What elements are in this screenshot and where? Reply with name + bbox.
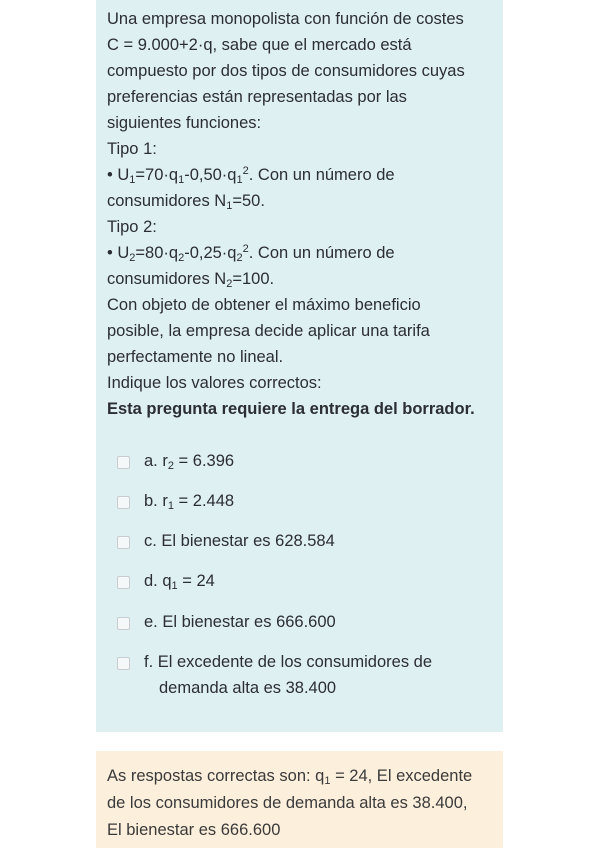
answer-option-d[interactable]	[117, 568, 487, 594]
question-text	[107, 6, 493, 396]
feedback-line: de los consumidores de demanda alta es 38.400,	[107, 794, 468, 812]
tipo2-label: Tipo 2:	[107, 218, 157, 236]
tipo1-utility: • $U_1=70\cdot q_1-0,50\cdot q_1^2$. Con un número de	[107, 165, 395, 186]
answer-option-f[interactable]	[117, 649, 487, 701]
checkbox[interactable]	[117, 536, 130, 549]
tipo2-consumers: consumidores $N_2=100$.	[107, 270, 275, 290]
answer-label: f. El excedente de los consumidores de demanda alta es 38.400	[144, 653, 433, 697]
answer-option-e[interactable]	[117, 609, 487, 635]
answer-label: d. $q_1 = 24$	[144, 572, 215, 592]
checkbox[interactable]	[117, 657, 130, 670]
question-intro-line: preferencias están representadas por las	[107, 88, 407, 106]
answer-option-b[interactable]	[117, 488, 487, 514]
question-intro-line: compuesto por dos tipos de consumidores cuyas	[107, 62, 465, 80]
answer-option-c[interactable]	[117, 528, 487, 554]
feedback-line: El bienestar es 666.600	[107, 821, 281, 839]
answer-label: a. $r_2 = 6.396$	[144, 452, 235, 472]
question-closing-line: posible, la empresa decide aplicar una tarifa	[107, 322, 430, 340]
draft-required-note: Esta pregunta requiere la entrega del borrador.	[107, 400, 475, 418]
question-intro-line: siguientes funciones:	[107, 114, 262, 132]
checkbox[interactable]	[117, 496, 130, 509]
correct-answers-feedback	[96, 751, 503, 848]
feedback-line: As respostas correctas son: $q_1 = 24$, El excedente	[107, 767, 473, 787]
question-intro-line: Una empresa monopolista con función de costes	[107, 10, 464, 28]
question-closing-line: Con objeto de obtener el máximo beneficio	[107, 296, 421, 314]
answer-option-a[interactable]	[117, 448, 487, 474]
question-intro-line: C = 9.000+2·q, sabe que el mercado está	[107, 36, 412, 54]
checkbox[interactable]	[117, 456, 130, 469]
tipo1-consumers: consumidores $N_1=50$.	[107, 192, 265, 212]
checkbox[interactable]	[117, 576, 130, 589]
answer-label: b. $r_1 = 2.448$	[144, 492, 235, 512]
answer-label: e. El bienestar es 666.600	[144, 613, 336, 631]
checkbox[interactable]	[117, 617, 130, 630]
answer-label: c. El bienestar es 628.584	[144, 532, 335, 550]
question-closing-line: Indique los valores correctos:	[107, 374, 322, 392]
tipo1-label: Tipo 1:	[107, 140, 157, 158]
tipo2-utility: • $U_2=80\cdot q_2-0,25\cdot q_2^2$. Con un número de	[107, 243, 395, 264]
question-card	[96, 0, 503, 732]
question-closing-line: perfectamente no lineal.	[107, 348, 284, 366]
